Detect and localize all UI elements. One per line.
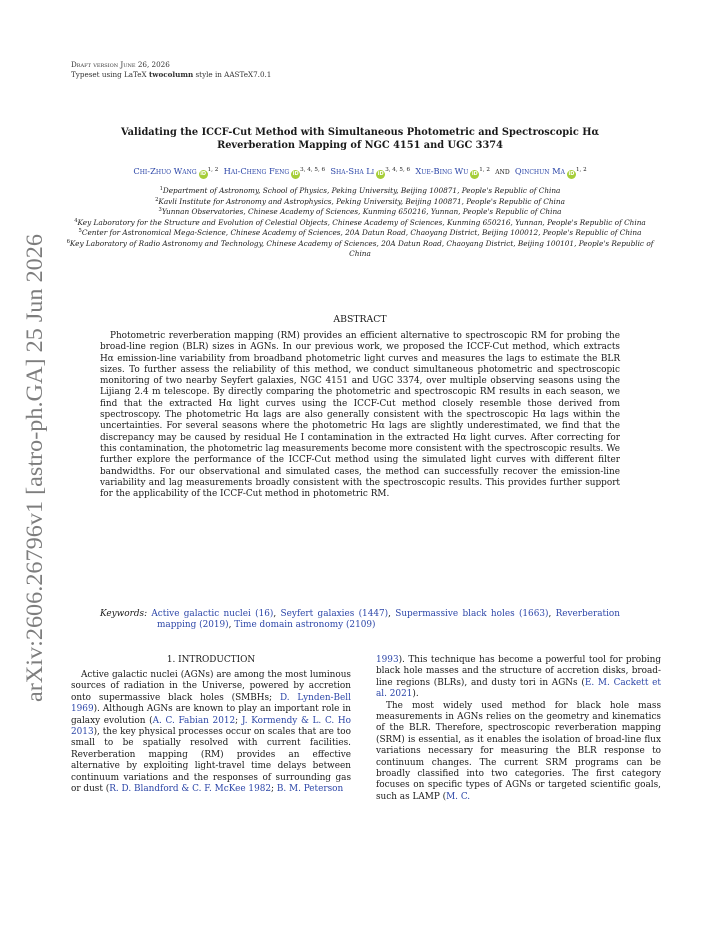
keyword-link[interactable]: Time domain astronomy (2109) (234, 620, 376, 631)
affiliation-number: 1 (159, 186, 163, 192)
abstract-text: Photometric reverberation mapping (RM) provides an efficient alternative to spectroscopic RM for probing the broad-line region (BLR) sizes in AGNs. In our previous work, we proposed the ICCF-Cut method, which extracts Hα emission-line variability from broadband photometric light curves and measures the lags to estimate the BLR sizes. To further assess the reliability of this method, we conduct simultaneous photometric and spectroscopic monitoring of two nearby Seyfert galaxies, NGC 4151 and UGC 3374, over multiple observing seasons using the Lijiang 2.4 m telescope. By directly comparing the photometric and spectroscopic RM results in each season, we find that the extracted Hα light curves using the ICCF-Cut method closely resemble those derived from spectroscopy. The photometric Hα lags are also generally consistent with the spectroscopic Hα lags within the uncertainties. For several seasons where the photometric Hα lags are slightly underestimated, we find that the discrepancy may be caused by residual He I contamination in the extracted Hα light curves. After correcting for this contamination, the photometric lag measurements become more consistent with the spectroscopic results. We further explore the performance of the ICCF-Cut method using the simulated light curves with different filter bandwidths. For our observational and simulated cases, the method can successfully recover the emission-line variability and lag measurements broadly consistent with the spectroscopic results. This provides further support for the applicability of the ICCF-Cut method in photometric RM. (100, 331, 620, 500)
affiliation (60, 206, 660, 217)
author-list (60, 165, 660, 179)
orcid-icon[interactable]: iD (200, 171, 207, 177)
citation-link[interactable]: R. D. Blandford & C. F. McKee 1982 (109, 784, 272, 795)
citation-link[interactable]: 1993 (376, 655, 399, 665)
affiliation-number: 4 (74, 217, 78, 224)
affiliation (60, 217, 660, 228)
orcid-icon[interactable]: iD (471, 171, 478, 177)
draft-line: Draft version June 26, 2026 (71, 60, 170, 69)
arxiv-identifier-text: arXiv:2606.26796v1 [astro-ph.GA] 25 Jun 2026 (22, 257, 47, 702)
keyword-link[interactable]: Seyfert galaxies (1447) (280, 609, 389, 619)
affiliation-list (60, 185, 660, 258)
citation-link[interactable]: A. C. Fabian 2012 (152, 715, 236, 726)
body-text: Active galactic nuclei (AGNs) are among the most luminous sources of radiation in the Universe, powered by accretion onto supermassive black holes (SMBHs; (71, 670, 351, 703)
keyword-link[interactable]: Supermassive black holes (1663) (395, 609, 549, 619)
orcid-icon[interactable]: iD (377, 171, 384, 177)
keywords-label: Keywords: (100, 609, 148, 619)
author-affil-sup: 1, 2 (207, 167, 219, 173)
affiliation (60, 238, 660, 258)
citation-link[interactable]: D. Lynden-Bell 1969 (71, 692, 351, 715)
title-line-2: Reverberation Mapping of NGC 4151 and UGC 3374 (217, 140, 503, 151)
affiliation (60, 185, 660, 196)
typeset-suffix: style in AASTeX7.0.1 (193, 70, 272, 79)
authors-and: and (495, 166, 510, 176)
intro-paragraph-1-continued (376, 655, 661, 701)
paper-title (80, 126, 640, 152)
author-name[interactable]: Qinchun Ma (514, 166, 565, 176)
affiliation-text: Key Laboratory of Radio Astronomy and Technology, Chinese Academy of Sciences, 20A Datun Road, Chaoyang District, Beijing 100101, People's Republic of China (69, 238, 654, 258)
author-affil-sup: 1, 2 (575, 167, 587, 173)
affiliation-number: 2 (155, 196, 159, 203)
affiliation-text: Key Laboratory for the Structure and Evolution of Celestial Objects, Chinese Academy of Sciences, Kunming 650216, Yunnan, People's Republic of China (77, 217, 646, 227)
author-name[interactable]: Xue-Bing Wu (415, 166, 469, 176)
running-header (71, 60, 271, 80)
affiliation-text: Yunnan Observatories, Chinese Academy of Sciences, Kunming 650216, Yunnan, People's Republic of China (161, 207, 562, 217)
body-text: ). This technique has become a powerful tool for probing black hole masses and the structure of accretion disks, broad-line regions (BLRs), and dusty tori in AGNs ( (376, 655, 661, 688)
typeset-style: twocolumn (148, 70, 194, 79)
citation-link[interactable]: B. M. Peterson (276, 784, 344, 795)
affiliation (60, 196, 660, 207)
orcid-icon[interactable]: iD (292, 171, 299, 177)
section-heading-introduction: 1. INTRODUCTION (166, 655, 256, 665)
keyword-link[interactable]: Reverberation mapping (2019) (157, 609, 620, 631)
body-text: The most widely used method for black hole mass measurements in AGNs relies on the geometry and kinematics of the BLR. Therefore, spectroscopic reverberation mapping (SRM) is essential, as it enables the isolation of broad-line flux variations necessary for measuring the BLR response to continuum changes. The current SRM programs can be broadly classified into two categories. The first category focuses on specific types of AGNs or targeted scientific goals, such as LAMP ( (376, 700, 661, 802)
citation-link[interactable]: E. M. Cackett et al. 2021 (376, 677, 661, 700)
author-affil-sup: 1, 2 (479, 167, 490, 173)
right-column (376, 655, 661, 803)
latex-logo: LaTeX (123, 70, 147, 79)
affiliation-text: Kavli Institute for Astronomy and Astrophysics, Peking University, Beijing 100871, People's Republic of China (158, 196, 565, 206)
body-text: ; (235, 715, 242, 726)
affiliation (60, 227, 660, 238)
keyword-link[interactable]: Active galactic nuclei (16) (151, 609, 274, 619)
affiliation-text: Center for Astronomical Mega-Science, Chinese Academy of Sciences, 20A Datun Road, Chaoyang District, Beijing 100012, People's Republic of China (81, 228, 642, 238)
typeset-line (71, 70, 271, 80)
typeset-prefix: Typeset using (71, 70, 124, 79)
citation-link[interactable]: M. C. (446, 791, 471, 802)
keywords: Keywords: Active galactic nuclei (16), Seyfert galaxies (1447), Supermassive black holes (1663), Reverberation mapping (2019), Time domain astronomy (2109) (100, 609, 620, 631)
author-affil-sup: 3, 4, 5, 6 (385, 167, 411, 173)
author-affil-sup: 3, 4, 5, 6 (300, 167, 326, 173)
affiliation-number: 3 (158, 207, 162, 214)
arxiv-identifier-stamp (10, 232, 56, 702)
orcid-icon[interactable]: iD (568, 171, 575, 177)
body-text: ). Although AGNs are known to play an important role in galaxy evolution ( (71, 704, 351, 726)
body-text: ). (412, 689, 419, 700)
author-name[interactable]: Chi-Zhuo Wang (133, 166, 197, 176)
abstract-heading: ABSTRACT (333, 314, 387, 325)
intro-paragraph-1 (71, 670, 351, 795)
affiliation-number: 6 (66, 238, 70, 245)
author-name[interactable]: Hai-Cheng Feng (223, 166, 290, 176)
body-text: ), the key physical processes occur on scales that are too small to be spatially resolved with current facilities. Reverberation mapping (RM) provides an effective alternative by exploiting light-travel time delays between continuum variations and the responses of surrounding gas or dust ( (71, 727, 351, 795)
affiliation-text: Department of Astronomy, School of Physics, Peking University, Beijing 100871, People's Republic of China (162, 186, 561, 195)
author-name[interactable]: Sha-Sha Li (330, 166, 375, 176)
title-line-1: Validating the ICCF-Cut Method with Simultaneous Photometric and Spectroscopic Hα (120, 127, 600, 138)
body-text: ; (271, 784, 277, 795)
affiliation-number: 5 (78, 228, 82, 235)
citation-link[interactable]: J. Kormendy & L. C. Ho 2013 (71, 715, 352, 738)
intro-paragraph-2 (376, 701, 661, 804)
